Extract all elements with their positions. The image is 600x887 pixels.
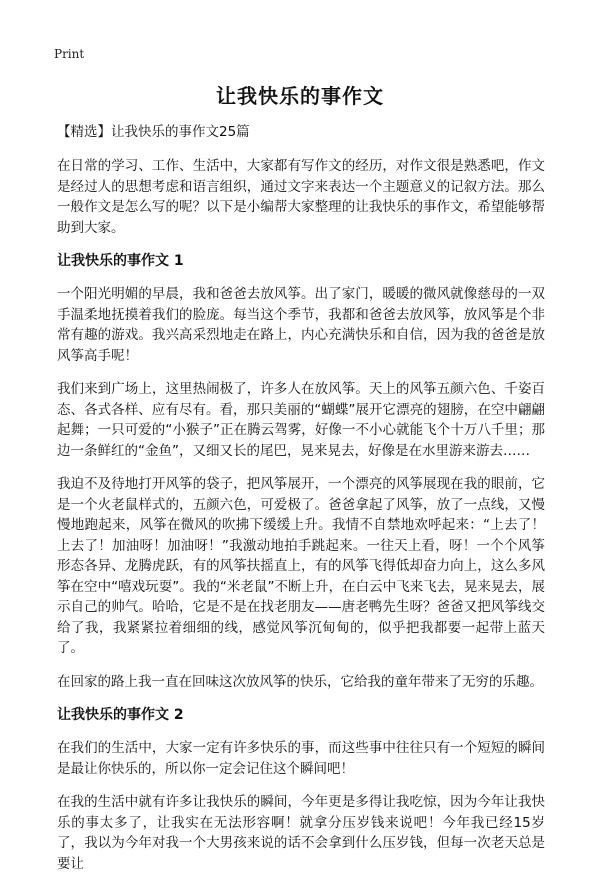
paragraph: 在我们的生活中，大家一定有许多快乐的事，而这些事中往往只有一个短短的瞬间是最让你快乐的，所以你一定会记住这个瞬间吧！ (57, 740, 545, 777)
paragraph: 我们来到广场上，这里热闹极了，许多人在放风筝。天上的风筝五颜六色、千姿百态、各式各样、应有尽有。看，那只美丽的“蝴蝶”展开它漂亮的翅膀，在空中翩翩起舞；一只可爱的“小猴子”正在腾云驾雾，好像一不小心就能飞个十万八千里；那边一条鲜红的“金鱼”，又细又长的尾巴，晃来晃去，好像是在水里游来游去…… (57, 381, 545, 459)
article-body (57, 120, 545, 887)
paragraph: 我迫不及待地打开风筝的袋子，把风筝展开，一个漂亮的风筝展现在我的眼前，它是一个火老鼠样式的，五颜六色，可爱极了。爸爸拿起了风筝，放了一点线，又慢慢地跑起来，风筝在微风的吹拂下缓缓上升。我情不自禁地欢呼起来：“上去了！上去了！加油呀！加油呀！”我激动地拍手跳起来。一往天上看，呀！一个个风筝形态各异、龙腾虎跃，有的风筝扶摇直上，有的风筝飞得低却奋力向上，这么多风筝在空中“嘻戏玩耍”。我的“米老鼠”不断上升，在白云中飞来飞去，晃来晃去，展示自己的帅气。哈哈，它是不是在找老朋友——唐老鸭先生呀？爸爸又把风筝线交给了我，我紧紧拉着细细的线，感觉风筝沉甸甸的，似乎把我都要一起带上蓝天了。 (57, 476, 545, 656)
paragraph: 在回家的路上我一直在回味这次放风筝的快乐，它给我的童年带来了无穷的乐趣。 (57, 673, 543, 690)
intro-paragraph: 在日常的学习、工作、生活中，大家都有写作文的经历，对作文很是熟悉吧，作文是经过人的思想考虑和语言组织，通过文字来表达一个主题意义的记叙方法。那么一般作文是怎么写的呢？以下是小编帮大家整理的让我快乐的事作文，希望能够帮助到大家。 (57, 158, 545, 236)
print-label[interactable]: Print (54, 47, 85, 61)
section-heading: 让我快乐的事作文 1 (57, 253, 184, 269)
paragraph: 在我的生活中就有许多让我快乐的瞬间，今年更是多得让我吃惊，因为今年让我快乐的事太多了，让我实在无法形容啊！就拿分压岁钱来说吧！今年我已经15岁了，我以为今年对我一个大男孩来说的话不会拿到什么压岁钱，但每一次老天总是要让 (57, 794, 545, 872)
section-heading: 让我快乐的事作文 2 (57, 707, 184, 723)
paragraph: 一个阳光明媚的早晨，我和爸爸去放风筝。出了家门，暖暖的微风就像慈母的一双手温柔地抚摸着我们的脸庞。每当这个季节，我都和爸爸去放风筝，放风筝是个非常有趣的游戏。我兴高采烈地走在路上，内心充满快乐和自信，因为我的爸爸是放风筝高手呢！ (57, 286, 545, 364)
page-title: 让我快乐的事作文 (216, 84, 384, 108)
article-subtitle: 【精选】让我快乐的事作文25篇 (57, 124, 250, 140)
